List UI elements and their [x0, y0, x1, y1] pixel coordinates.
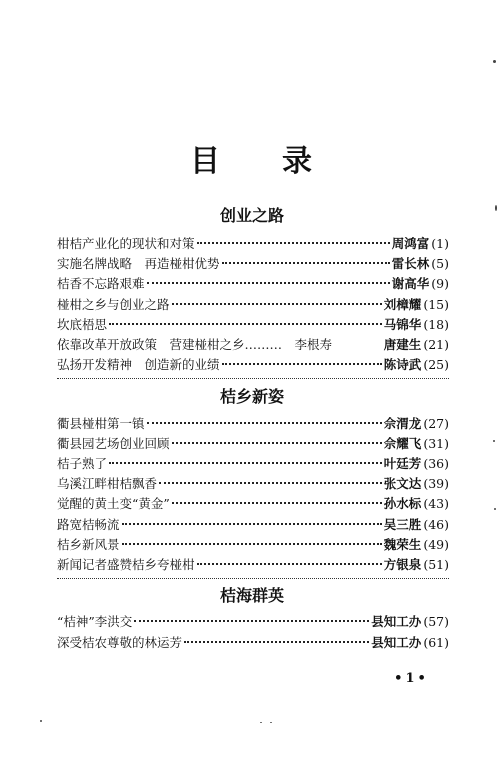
toc-entry[interactable]: [57, 335, 449, 355]
entry-title: 椪柑之乡与创业之路: [57, 297, 170, 312]
toc-entry[interactable]: [57, 555, 449, 575]
entry-title: 衢县园艺场创业回顾: [57, 436, 170, 451]
entry-author: 吴三胜: [383, 517, 422, 532]
entry-page: ( 57 ): [423, 614, 449, 629]
entry-page: ( 61 ): [423, 635, 449, 650]
entry-author: 刘樟耀: [383, 297, 422, 312]
section-heading-2: 桔乡新姿: [219, 387, 284, 406]
toc-entry[interactable]: [57, 494, 449, 514]
title-char-1: 目: [190, 144, 222, 179]
dot-leader: [172, 303, 382, 305]
entry-author: 孙水标: [383, 496, 422, 511]
scan-speck: [493, 60, 496, 63]
entry-page: ( 39 ): [423, 476, 449, 491]
entry-page: ( 5 ): [431, 256, 449, 271]
toc-entry[interactable]: [57, 355, 449, 375]
entry-page: ( 43 ): [423, 496, 449, 511]
dot-leader: [122, 543, 382, 545]
section-divider: [57, 378, 449, 379]
entry-title: 桔子熟了: [57, 456, 108, 471]
entry-title: 路宽桔畅流: [57, 517, 120, 532]
entry-title: 实施名牌战略 再造椪柑优势: [57, 256, 220, 271]
toc-entry[interactable]: [57, 274, 449, 294]
entry-page: ( 25 ): [423, 357, 449, 372]
dot-leader: [122, 523, 382, 525]
dot-leader: [222, 262, 390, 264]
dot-leader: [197, 242, 390, 244]
entry-title: 觉醒的黄土变“黄金”: [57, 496, 170, 511]
entry-author: 叶廷芳: [383, 456, 422, 471]
section-heading-1: 创业之路: [219, 206, 284, 225]
dot-leader: [197, 563, 382, 565]
entry-title: 乌溪江畔柑桔飘香: [57, 476, 158, 491]
entry-page: ( 9 ): [431, 276, 449, 291]
page-title: [0, 136, 504, 180]
entry-author: 佘渭龙: [383, 416, 422, 431]
toc-entry[interactable]: [57, 315, 449, 335]
entry-title: 深受桔农尊敬的林运芳: [57, 635, 183, 650]
dot-leader: [222, 363, 382, 365]
entry-page: ( 27 ): [423, 416, 449, 431]
toc-entry[interactable]: [57, 434, 449, 454]
toc-entry[interactable]: [57, 234, 449, 254]
entry-title: 坎底梧思: [57, 317, 108, 332]
toc-entry[interactable]: [57, 535, 449, 555]
entry-title: 依靠改革开放政策 营建椪柑之乡……… 李根寿: [57, 337, 333, 352]
entry-page: ( 36 ): [423, 456, 449, 471]
dot-leader: [172, 502, 382, 504]
entry-title: 弘扬开发精神 创造新的业绩: [57, 357, 220, 372]
page-number: • 1 •: [380, 671, 440, 686]
scan-speck: [494, 508, 496, 510]
section-heading-3: 桔海群英: [219, 586, 284, 605]
scan-speck: [270, 722, 272, 723]
toc-entry[interactable]: [57, 633, 449, 653]
entry-page: ( 21 ): [423, 337, 449, 352]
section-divider: [57, 578, 449, 579]
entry-title: 桔乡新风景: [57, 537, 120, 552]
entry-author: 马锦华: [383, 317, 422, 332]
entry-author: 县知工办: [371, 635, 422, 650]
dot-leader: [109, 462, 382, 464]
entry-title: 桔香不忘路艰难: [57, 276, 145, 291]
toc-entry[interactable]: [57, 254, 449, 274]
dot-leader: [172, 442, 382, 444]
dot-leader: [147, 422, 382, 424]
entry-title: 新闻记者盛赞桔乡夸椪柑: [57, 557, 195, 572]
dot-leader: [109, 323, 382, 325]
toc-entry[interactable]: [57, 454, 449, 474]
dot-leader: [159, 482, 382, 484]
entry-author: 佘耀飞: [383, 436, 422, 451]
entry-author: 魏荣生: [383, 537, 422, 552]
entry-author: 谢高华: [391, 276, 430, 291]
entry-author: 唐建生: [383, 337, 422, 352]
title-char-2: 录: [282, 144, 314, 179]
dot-leader: [184, 641, 369, 643]
entry-page: ( 15 ): [423, 297, 449, 312]
scan-speck: [260, 722, 262, 723]
entry-page: ( 51 ): [423, 557, 449, 572]
toc-entry[interactable]: [57, 414, 449, 434]
toc-entry[interactable]: [57, 612, 449, 632]
scan-speck: [493, 440, 495, 442]
entry-page: ( 46 ): [423, 517, 449, 532]
dot-leader: [147, 282, 390, 284]
toc-entry[interactable]: [57, 474, 449, 494]
entry-page: ( 49 ): [423, 537, 449, 552]
entry-author: 周鸿富: [391, 236, 430, 251]
toc-entry[interactable]: [57, 515, 449, 535]
toc-entry[interactable]: [57, 295, 449, 315]
entry-title: 柑桔产业化的现状和对策: [57, 236, 195, 251]
entry-page: ( 31 ): [423, 436, 449, 451]
entry-author: 县知工办: [371, 614, 422, 629]
entry-page: ( 18 ): [423, 317, 449, 332]
entry-title: 衢县椪柑第一镇: [57, 416, 145, 431]
dot-leader: [134, 620, 369, 622]
entry-author: 张文达: [383, 476, 422, 491]
entry-author: 方银泉: [383, 557, 422, 572]
entry-author: 陈诗武: [383, 357, 422, 372]
entry-title: “桔神”李洪交: [57, 614, 133, 629]
entry-page: ( 1 ): [431, 236, 449, 251]
entry-author: 雷长林: [391, 256, 430, 271]
scan-speck: [495, 205, 497, 211]
scan-speck: [40, 720, 42, 722]
